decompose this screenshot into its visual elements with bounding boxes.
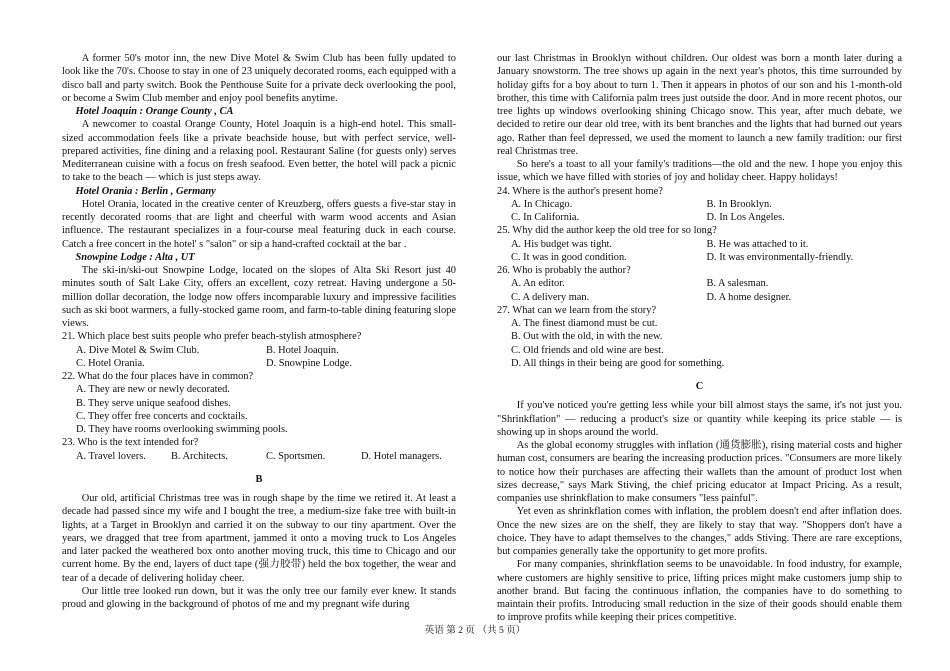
option-23-c: C. Sportsmen. — [266, 450, 326, 462]
option-23-a: A. Travel lovers. — [76, 450, 146, 462]
paragraph-dive-motel: A former 50's motor inn, the new Dive Motel & Swim Club has been fully updated to look like the 70's. Choose to stay in one of 23 uniquely decorated rooms, each equipped with a disco ball and party switch. Book the Penthouse Suite for a private deck overlooking the pool, or become a Swim Club member and enjoy pool benefits anytime. — [62, 53, 456, 104]
paragraph-c-2: As the global economy struggles with inflation (通货膨胀), rising material costs and higher human cost, consumers are bearing the increasing production prices. "Consumers are more likely to notice how their purchases are affecting their wallets than the amount of product lost when sizes decrease," says Mark Stiving, the chief pricing educator at Impact Pricing. As a result, companies use shrinkflation to make consumers "less painful". — [497, 440, 902, 504]
question-22: 22. What do the four places have in common? — [62, 371, 254, 382]
option-23-b: B. Architects. — [171, 450, 228, 462]
right-column — [497, 52, 902, 625]
option-26-b: B. A salesman. — [706, 278, 769, 290]
option-27-d: D. All things in their being are good for something. — [511, 357, 725, 369]
paragraph-snowpine-lodge: The ski-in/ski-out Snowpine Lodge, located on the slopes of Alta Ski Resort just 40 minutes south of Salt Lake City, offers an excellent, cozy retreat. Having undergone a 50-million dollar decoration, the lodge now offers incomparable luxury and impressive facilities such as ski boot warmers, a fully-stocked game room, and farm-to-table dining featuring slope views. — [62, 265, 456, 329]
question-25-options — [497, 238, 902, 265]
option-21-a: A. Dive Motel & Swim Club. — [76, 344, 200, 356]
question-27: 27. What can we learn from the story? — [497, 304, 657, 316]
option-22-c: C. They offer free concerts and cocktails. — [76, 410, 248, 422]
paragraph-c-3: Yet even as shrinkflation comes with inflation, the problem doesn't end after inflation does. Once the new sizes are on the shelf, they are likely to stay that way. "Shoppers don't have a choice. They have to adapt themselves to the changes," adds Stiving. There are rare exceptions, but companies generally take the opportunity to get more profits. — [497, 506, 902, 557]
paragraph-hotel-orania: Hotel Orania, located in the creative center of Kreuzberg, offers guests a five-star stay in recently decorated rooms that are light and cheerful with warm wood accents and Asian influence. The restaurant specializes in a four-course meal featuring duck in each course. Catch a free concert in the hotel' s "salon" or sip a hand-crafted cocktail at the bar . — [62, 198, 456, 250]
section-heading-b: B — [255, 473, 263, 485]
option-25-d: D. It was environmentally-friendly. — [706, 251, 854, 263]
option-22-d: D. They have rooms overlooking swimming pools. — [76, 424, 288, 435]
option-26-a: A. An editor. — [511, 278, 565, 290]
option-26-d: D. A home designer. — [706, 291, 792, 303]
option-27-c: C. Old friends and old wine are best. — [511, 344, 664, 356]
paragraph-c-4: For many companies, shrinkflation seems to be unavoidable. In food industry, for example, where customers are highly sensitive to price, lifting prices might make customers jump ship to another brand. But facing the continuous inflation, the companies have to do something to maintain their profits. Introducing small reduction in the size of their goods should enable them to improve profits while keeping their prices competitive. — [497, 559, 902, 624]
question-25: 25. Why did the author keep the old tree for so long? — [497, 225, 717, 237]
question-23: 23. Who is the text intended for? — [62, 437, 199, 449]
option-25-c: C. It was in good condition. — [511, 251, 627, 263]
heading-snowpine-lodge: Snowpine Lodge : Alta , UT — [75, 251, 195, 263]
heading-hotel-orania: Hotel Orania : Berlin , Germany — [75, 185, 216, 197]
option-24-a: A. In Chicago. — [511, 198, 573, 210]
paragraph-b-1: Our old, artificial Christmas tree was in rough shape by the time we retired it. At least a decade had passed since my wife and I bought the tree, a medium-size fake tree with built-in lights, at a Target in Brooklyn and carried it on the subway to our tiny apartment. Over the years, we dragged that tree from apartment, jammed it onto a moving truck to Los Angeles and later packed the weathered box onto another moving truck, this time to Chicago and our current home. By the end, layers of duct tape (强力胶带) held the box together, the wear and tear of a decade of delivering holiday cheer. — [62, 493, 456, 584]
paragraph-b-2-continued: our last Christmas in Brooklyn without children. Our oldest was born a month later during a January snowstorm. The tree shows up again in the next year's photos, this time surrounded by holiday gifts for a boy about to turn 1. Then it appears in photos of our son and his 1-month-old brother, this time with California palm trees just outside the door. And in more recent photos, our tree lights up windows overlooking shining Chicago snow. This year, after much debate, we decided to retire our dear old tree, with its bent branches and the lights that had burned out years ago. Rather than feel depressed, we used the moment to launch a new family tradition: our first real Christmas tree. — [497, 53, 902, 157]
option-26-c: C. A delivery man. — [511, 291, 590, 303]
heading-hotel-joaquin: Hotel Joaquin : Orange County , CA — [75, 106, 234, 117]
option-24-b: B. In Brooklyn. — [706, 198, 772, 210]
question-24-options — [497, 198, 902, 225]
question-23-options — [62, 450, 456, 463]
section-heading-c: C — [695, 381, 704, 392]
option-24-c: C. In California. — [511, 212, 580, 223]
option-24-d: D. In Los Angeles. — [706, 212, 785, 223]
option-21-b: B. Hotel Joaquin. — [266, 344, 339, 356]
question-26-options — [497, 277, 902, 304]
paragraph-b-3: So here's a toast to all your family's traditions—the old and the new. I hope you enjoy this issue, which we have filled with stories of joy and holiday cheer. Happy holidays! — [497, 159, 902, 184]
paragraph-b-2: Our little tree looked run down, but it was the only tree our family ever knew. It stands proud and glowing in the background of photos of me and my pregnant wife during — [62, 585, 456, 610]
paragraph-c-1: If you've noticed you're getting less while your bill almost stays the same, it's not just you. "Shrinkflation" — reducing a product's size or quantity while keeping its price stable — is showing up in shops around the world. — [497, 400, 902, 438]
option-27-a: A. The finest diamond must be cut. — [511, 318, 658, 329]
question-24: 24. Where is the author's present home? — [497, 185, 663, 197]
question-21: 21. Which place best suits people who prefer beach-stylish atmosphere? — [62, 331, 362, 343]
page-footer: 英语 第 2 页 （共 5 页） — [424, 625, 526, 636]
option-22-b: B. They serve unique seafood dishes. — [76, 397, 231, 409]
option-21-c: C. Hotel Orania. — [76, 357, 145, 369]
option-25-a: A. His budget was tight. — [511, 238, 613, 250]
question-21-options — [62, 344, 456, 371]
left-column — [62, 52, 456, 611]
option-22-a: A. They are new or newly decorated. — [76, 384, 230, 396]
question-26: 26. Who is probably the author? — [497, 265, 631, 276]
option-27-b: B. Out with the old, in with the new. — [511, 331, 663, 343]
paragraph-hotel-joaquin: A newcomer to coastal Orange County, Hotel Joaquin is a high-end hotel. This small-sized accommodation feels like a private beachside house, but with perfect service, well-prepared activities, fine dining and a relaxing pool. Restaurant Saline (for guests only) serves Mediterranean cuisine with a focus on fresh seafood. Even better, the hotel will pack a picnic to take to the beach — which is just steps away. — [62, 119, 456, 184]
option-25-b: B. He was attached to it. — [706, 238, 809, 250]
option-23-d: D. Hotel managers. — [361, 450, 442, 462]
option-21-d: D. Snowpine Lodge. — [266, 357, 353, 369]
